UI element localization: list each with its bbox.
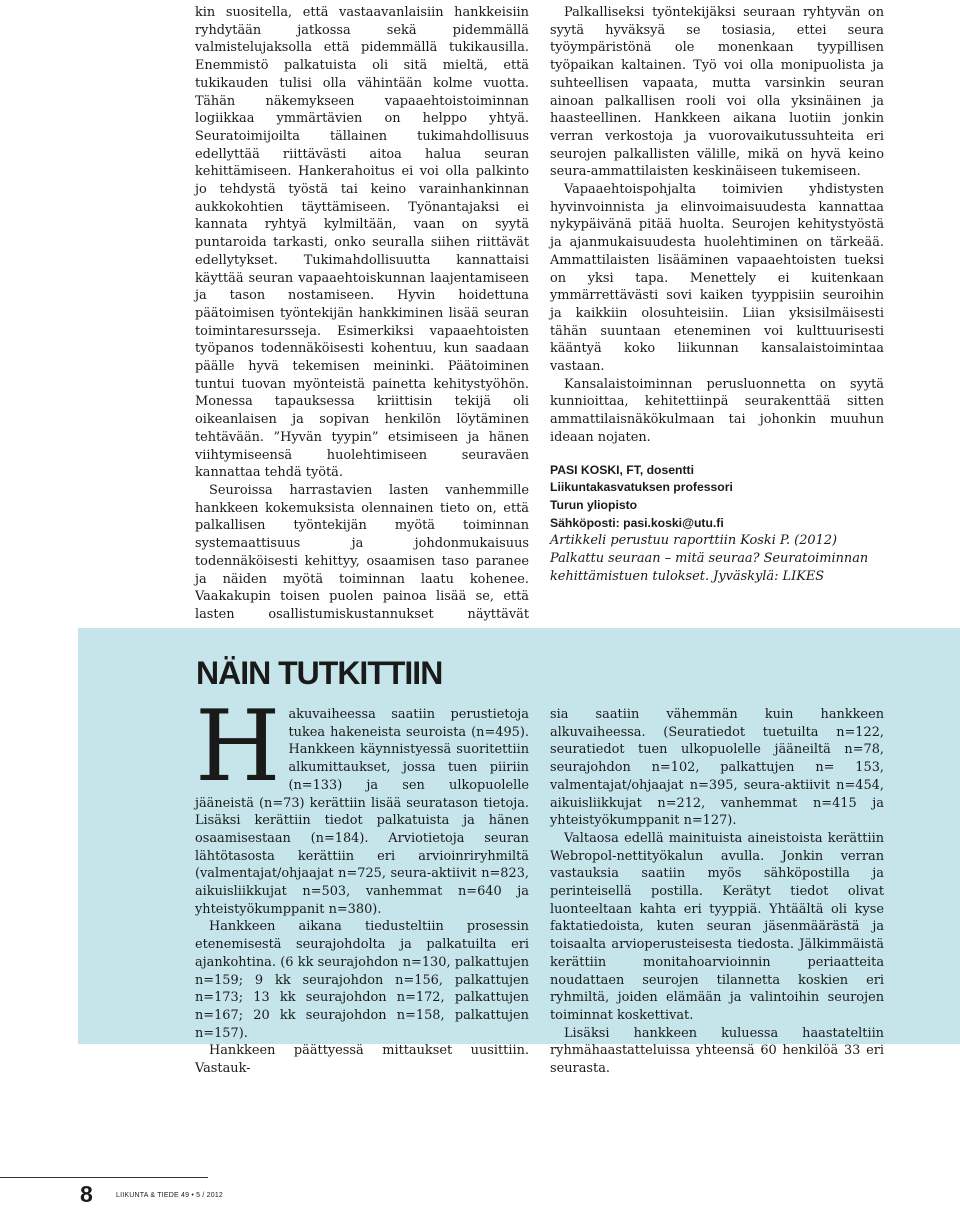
left-column <box>195 4 529 641</box>
source-note: Artikkeli perustuu raporttiin Koski P. (2012) Palkattu seuraan – mitä seuraa? Seuratoiminnan kehittämistuen tulokset. Jyväskylä: LIKES <box>550 533 869 584</box>
box-paragraph: Hankkeen päättyessä mittaukset uusittiin. Vastauk- <box>195 1043 529 1077</box>
box-title: NÄIN TUTKITTIIN <box>196 655 443 691</box>
body-paragraph: Vapaaehtoispohjalta toimivien yhdistysten hyvinvoinnista ja elinvoimaisuudesta kannattaa nykypäivänä pitää huolta. Seurojen kehitystyöstä ja ajanmukaisuudesta huolehtiminen on tärkeää. Ammattilaisten lisääminen vapaaehtoisten tueksi on yksi tapa. Menettely ei kuitenkaan ymmärrettävästi sovi kaiken tyyppisiin seuroihin ja kaikkiin olosuhteisiin. Liian yksisilmäisesti tähän suuntaan eteneminen voi kulttuurisesti kääntyä koko liikunnan kansalaistoimintaa vastaan. <box>550 182 884 375</box>
body-paragraph: Kansalaistoiminnan perusluonnetta on syytä kunnioittaa, kehitettiinpä seurakenttää sitten ammattilaisnäkökulmaan tai johonkin muuhun ideaan nojaten. <box>550 376 884 445</box>
drop-cap: H <box>195 690 281 804</box>
author-name: PASI KOSKI, FT, dosentti <box>550 462 694 477</box>
box-left-column <box>195 690 529 1078</box>
body-paragraph: Seuroissa harrastavien lasten vanhemmille hankkeen kokemuksista olennainen tieto on, että palkallisen työntekijän myötä toiminnan systemaattisuus ja johdonmukaisuus todennäköisesti kehittyy, osaamisen taso paranee ja näiden myötä toiminnan laatu kohenee. Vaakakupin toisen puolen painoa lisää se, että lasten osallistumiskustannukset näyttävät <box>195 482 529 622</box>
right-column <box>550 4 884 586</box>
body-paragraph: Palkalliseksi työntekijäksi seuraan ryhtyvän on syytä hyväksyä se tosiasia, ettei seura työympäristönä ole monenkaan tyypillisen työpaikan kaltainen. Työ voi olla monipuolista ja suhteellisen vapaata, mutta varsinkin seuran ainoan palkallisen rooli voi olla yksinäinen ja haasteellinen. Hankkeen aikana luotiin jonkin verran verkostoja ja vuorovaikutussuhteita eri seurojen palkallisten välille, mikä on hyvä keino seura-ammattilaisten keskinäiseen tukemiseen. <box>550 5 884 180</box>
author-affiliation: Turun yliopisto <box>550 497 638 512</box>
box-paragraph: sia saatiin vähemmän kuin hankkeen alkuvaiheessa. (Seuratiedot tuetuilta n=122, seuratiedot tuen ulkopuolelle jääneiltä n=78, seurajohdon n=102, palkattujen n= 153, valmentajat/ohjaajat n=395, seura-aktiivit n=454, aikuisliikkujat n=212, vanhemmat n=415 ja yhteistyökumppanit n=127). <box>550 707 884 829</box>
publication-info: LIIKUNTA & TIEDE 49 • 5 / 2012 <box>116 1192 224 1199</box>
box-right-column <box>550 706 884 1078</box>
box-paragraph: Hankkeen aikana tiedusteltiin prosessin etenemisestä seurajohdolta ja palkatuilta eri ajankohtina. (6 kk seurajohdon n=130, palkattujen n=159; 9 kk seurajohdon n=156, palkattujen n=173; 13 kk seurajohdon n=172, palkattujen n=167; 20 kk seurajohdon n=158, palkattujen n=157). <box>195 919 529 1041</box>
body-paragraph: kin suositella, että vastaavanlaisiin hankkeisiin ryhdytään jatkossa sekä pidemmällä valmistelujaksolla että pidemmällä tukikausilla. Enemmistö palkatuista oli sitä mieltä, että tukikauden tulisi olla vähintään kolme vuotta. Tähän näkemykseen vapaaehtoistoiminnan logiikkaa ymmärtävien on helppo yhtyä. Seuratoimijoilta tällainen tukimahdollisuus edellyttää riittävästi aitoa halua seuran kehittämiseen. Hankerahoitus ei voi olla palkinto jo tehdystä työstä tai keino varainhankinnan aukkokohtien täyttämiseen. Työnantajaksi ei kannata ryhtyä kylmiltään, vaan on syytä puntaroida tarkasti, onko seuralla siihen riittävät edellytykset. Tukimahdollisuutta kannattaisi käyttää seuran vapaaehtoiskunnan laajentamiseen ja tason nostamiseen. Hyvin hoidettuna päätoimisen työntekijän hankkiminen lisää seuran toimintaresursseja. Esimerkiksi vapaaehtoisten työpanos todennäköisesti kohentuu, kun saadaan päälle hyvä tekemisen meininki. Päätoiminen tuntui tuovan myönteistä painetta kehitystyöhön. Monessa tapauksessa kriittisin tekijä oli oikeanlaisen ja sopivan henkilön löytäminen tehtävään. ”Hyvän tyypin” etsimiseen ja hänen viihtymiseensä huolehtimiseen seuraväen kannattaa tehdä työtä. <box>195 5 529 481</box>
box-first-paragraph <box>195 690 529 918</box>
author-block <box>550 462 884 533</box>
footer-rule <box>0 1177 208 1178</box>
author-title: Liikuntakasvatuksen professori <box>550 480 733 495</box>
box-paragraph: Valtaosa edellä mainituista aineistoista kerättiin Webropol-nettityökalun avulla. Jonkin verran vastauksia saatiin myös sähköpostilla ja perinteisellä postilla. Kerätyt tiedot olivat luonteeltaan kahta eri tyyppiä. Yhtäältä oli kyse faktatiedoista, kuten seuran jäsenmäärästä ja toisaalta arvioperusteisesta tiedosta. Jälkimmäistä kerättiin monitahoarvioinnin periaatteita noudattaen seurojen tilannetta koskien eri ryhmiltä, joiden elämään ja valintoihin seurojen toiminnat koskettivat. <box>550 830 884 1023</box>
author-email: Sähköposti: pasi.koski@utu.fi <box>550 515 724 530</box>
box-first-paragraph-text: akuvaiheessa saatiin perustietoja tukea hakeneista seuroista (n=495). Hankkeen käynnistyessä suoritettiin alkumittaukset, jossa tuen piiriin (n=133) ja sen ulkopuolelle jääneistä (n=73) kerättiin lisää seuratason tietoja. Lisäksi kerättiin tiedot palkatuista ja hänen osaamisestaan (n=184). Arviotietoja seuran lähtötasosta kerättiin eri arvioinriryhmiltä (valmentajat/ohjaajat n=725, seura-aktiivit n=823, aikuisliikkujat n=503, vanhemmat n=640 ja yhteistyökumppanit n=380). <box>195 707 529 917</box>
methods-box <box>78 628 960 1077</box>
page-number: 8 <box>80 1181 93 1207</box>
box-paragraph: Lisäksi hankkeen kuluessa haastateltiin ryhmähaastatteluissa yhteensä 60 henkilöä 33 eri seurasta. <box>550 1025 884 1077</box>
